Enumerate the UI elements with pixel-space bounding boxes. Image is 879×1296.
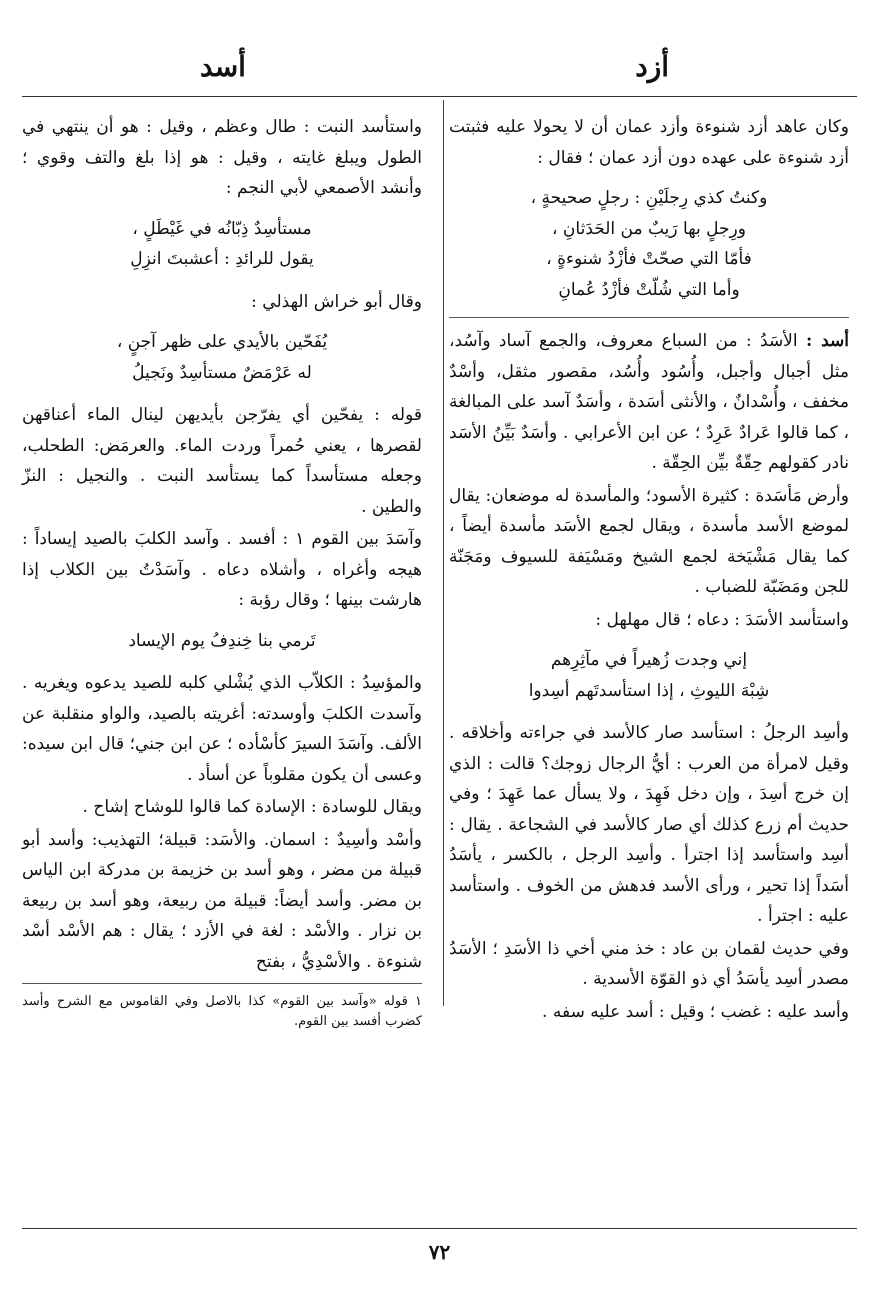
paragraph: والمؤسِدُ : الكلاّب الذي يُشْلي كلبه للصيد يدعوه ويغريه . وآسدت الكلبَ وأوسدته: أغريته بالصيد، والواو منقلبة عن الألف. وآسَدَ السيرَ كأسْأده ؛ عن ابن جني؛ قال ابن سيده: وعسى أن يكون مقلوباً عن أسأد .: [22, 673, 422, 785]
paragraph: وأسد عليه : غضب ؛ وقيل : أسد عليه سفه .: [542, 1001, 849, 1022]
verse-line: وكنتُ كذي رِجلَيْنِ : رجلٍ صحيحةٍ ،: [530, 188, 768, 208]
verse-line: شِبْهَ الليوثِ ، إذا استأسدتَهم أسِدوا: [528, 680, 770, 701]
verse-line: تَرمي بنا خِندِفُ يوم الإيساد: [128, 630, 316, 651]
paragraph: واستأسد النبت : طال وعظم ، وقيل : هو أن ينتهي في الطول ويبلغ غايته ، وقيل : هو إذا بلغ والتف وقوي ؛ وأنشد الأصمعي لأبي النجم :: [22, 117, 422, 198]
footer-rule: [22, 1228, 857, 1229]
paragraph: وأسِد الرجلُ : استأسد صار كالأسد في جراءته وأخلاقه . وقيل لامرأة من العرب : أيُّ الرجال زوجك؟ قالت : الذي إن خرج أسِدَ ، وإن دخل فَهِدَ ، ولا يسأل عما عَهِدَ ؛ وفي حديث أم زرع كذلك أي صار كالأسد في الشجاعة . يقال : أسِد واستأسد إذا اجترأ . وأسِد الرجل ، بالكسر ، يأسَدُ أسَداً إذا تحير ، ورأى الأسد فدهش من الخوف . واستأسد عليه : اجترأ .: [449, 723, 849, 926]
entry-text: الأسَدُ : من السباع معروف، والجمع آساد وآسُد، مثل أجبال وأجبل، وأُسُود وأُسُد، مقصور مثقل، وأسْدٌ مخفف ، وأُسْدانٌ ، والأنثى أسَدة ، وأسَدٌ آسد على المبالغة ، كما قالوا عَرادٌ عَرِدٌ ؛ عن ابن الأعرابي . وأسَدٌ بَيِّنُ الأسَد نادر كقولهم حِقّةٌ بيِّن الحِقّة .: [448, 331, 849, 473]
footnote: ١ قوله «وآسد بين القوم» كذا بالاصل وفي القاموس مع الشرح وأسد كضرب أفسد بين القوم.: [22, 994, 422, 1029]
header-rule: [22, 96, 857, 97]
verse-line: فأمّا التي صحّتْ فأزْدُ شنوءةٍ ،: [546, 249, 752, 269]
left-column: [22, 112, 422, 1034]
verse-block: [449, 183, 849, 305]
entry-headword: أسد :: [805, 331, 849, 351]
entry-separator: [449, 317, 849, 318]
paragraph: وقال أبو خراش الهذلي :: [251, 291, 422, 312]
verse-line: له عَرْمَضٌ مستأسِدٌ ونَجيلُ: [132, 362, 312, 383]
verse-line: يقول للرائدِ : أعشبتَ انزِلِ: [130, 249, 314, 269]
verse-line: ورِجلٍ بها رَيبٌ من الحَدَثانِ ،: [552, 218, 746, 239]
column-divider: [443, 100, 444, 1006]
header-word-left: أسد: [200, 50, 246, 83]
paragraph: وفي حديث لقمان بن عاد : خذ مني أخي ذا الأسَدِ ؛ الأسَدُ مصدر أسِد يأسَدُ أي ذو القوّة الأسدية .: [449, 938, 849, 989]
verse-line: مستأسِدٌ ذِبّانُه في غَيْطَلٍ ،: [132, 218, 312, 239]
verse-line: وأما التي شُلّتْ فأزْدُ عُمانِ: [558, 279, 740, 300]
paragraph: قوله : يفحّين أي يفرّجن بأيديهن لينال الماء أعناقهن لقصرها ، يعني حُمراً وردت الماء. والعرمَض: الطحلب، وجعله مستأسداً كما يستأسد النبت . والنجيل : النزّ والطين .: [22, 405, 422, 517]
right-column: [449, 112, 849, 1029]
header-word-right: أزد: [635, 50, 669, 83]
entry-paragraph: [449, 326, 849, 479]
paragraph: ويقال للوسادة : الإسادة كما قالوا للوشاح إشاح .: [82, 797, 422, 817]
page-header: [0, 50, 879, 90]
paragraph: وكان عاهد أزد شنوءة وأزد عمان أن لا يحولا عليه فثبتت أزد شنوءة على عهده دون أزد عمان ؛ فقال :: [449, 117, 849, 168]
verse-block: [22, 327, 422, 388]
verse-block: [22, 626, 422, 657]
verse-block: [22, 214, 422, 275]
paragraph: وأسْد وأسِيدٌ : اسمان. والأسَد: قبيلة؛ التهذيب: وأسد أبو قبيلة من مضر ، وهو أسد بن خزيمة بن مدركة ابن الياس بن مضر. وأسد أيضاً: قبيلة من ربيعة، وهو أسد بن ربيعة بن نزار . والأسْد : لغة في الأزد ؛ يقال : هم الأسْد أسْد شنوءة . والأسْدِيُّ ، بفتح: [22, 829, 422, 972]
verse-block: [449, 645, 849, 706]
paragraph: وآسَدَ بين القوم ١ : أفسد . وآسد الكلبَ بالصيد إيساداً : هيجه وأغراه ، وأشلاه دعاه . وآسَدْتُ بين الكلاب إذا هارشت بينها ؛ وقال رؤبة :: [22, 529, 422, 610]
verse-line: إني وجدت زُهيراً في مآثِرِهم: [550, 650, 748, 670]
footnote-rule: [22, 983, 422, 984]
paragraph: وأرض مَأسَدة : كثيرة الأسود؛ والمأسدة له موضعان: يقال لموضع الأسد مأسدة ، ويقال لجمع الأسَد مأسدة أيضاً ، كما يقال مَشْيَخة لجمع الشيخ ومَسْيَفة للسيوف ومَجَنّة للجن ومَضَبّة للضباب .: [449, 485, 849, 597]
page-number: ٧٢: [428, 1240, 451, 1264]
paragraph: واستأسد الأسَدَ : دعاه ؛ قال مهلهل :: [595, 609, 849, 630]
verse-line: يُفَحّين بالأيدي على ظهر آجنٍ ،: [116, 332, 328, 352]
